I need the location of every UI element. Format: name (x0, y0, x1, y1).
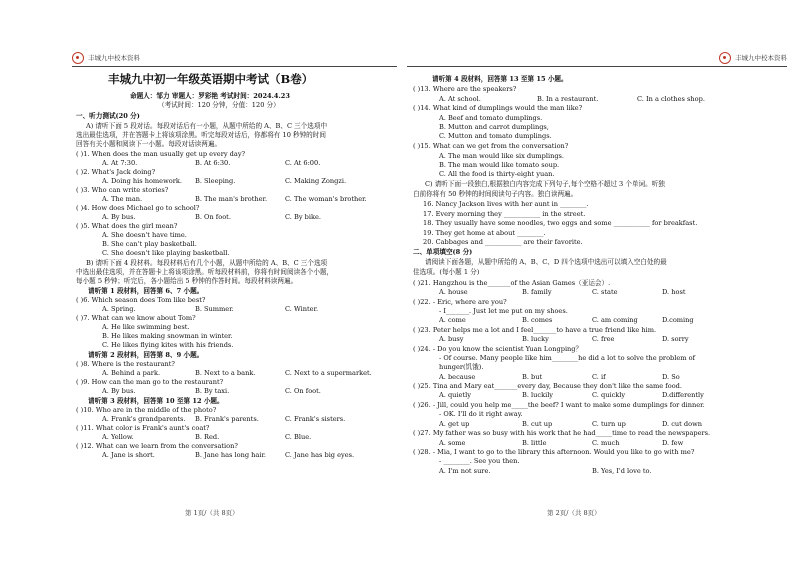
option: B. Summer. (195, 305, 234, 313)
page-header (719, 52, 794, 66)
fill-blank-item: 20. Cabbages and ___________ are their favorite. (423, 238, 583, 246)
question: ( )3. Who can write stories? (76, 186, 169, 194)
option: B. lucky (522, 335, 549, 343)
school-logo-icon (72, 52, 84, 64)
option: A. Doing his homework. (102, 177, 182, 185)
option: C. much (592, 439, 620, 447)
header-text: 丰城九中校本资料 (88, 54, 140, 62)
option: D.differently (662, 391, 704, 399)
option: C. Next to a supermarket. (285, 369, 372, 377)
option: C. Mutton and tomato dumplings. (439, 132, 552, 140)
option: D. cut down (662, 420, 703, 428)
question: ( )24. - Do you know the scientist Yuan Longping？ (413, 345, 583, 353)
option: B. comes (522, 316, 553, 324)
option: C. free (592, 335, 615, 343)
right-page (397, 0, 794, 561)
instruction-line: A) 请听下面 5 段对话。每段对话后有一小题，从题中所给的 A、B、C 三个选项中 (86, 122, 328, 130)
option: A. some (439, 439, 466, 447)
question: ( )5. What does the girl mean? (76, 222, 178, 230)
exam-meta-2: （考试时间：120 分钟，分值：120 分） (158, 101, 280, 109)
question-line: - Of course. Many people like him________he did a lot to solve the problem of (439, 354, 696, 362)
option: B. Jane has long hair. (195, 451, 266, 459)
option: C. All the food is thirty-eight yuan. (439, 170, 555, 178)
question: ( )12. What can we learn from the conversation? (76, 442, 238, 450)
option: A. By bus. (102, 213, 136, 221)
option: C. By bike. (285, 213, 321, 221)
option: C. Making Zongzi. (285, 177, 347, 185)
option: A. Spring. (102, 305, 136, 313)
instruction-line: B) 请听下面 4 段材料。每段材料后有几个小题，从题中所给的 A、B、C 三个选项 (86, 259, 328, 267)
question-line: hunger(饥饿). (439, 363, 484, 371)
instruction-line: 白前你将有 50 秒钟的时间阅读句子内容。独白读两遍。 (413, 190, 578, 198)
question: ( )10. Who are in the middle of the photo? (76, 406, 217, 414)
option: B. Mutton and carrot dumplings, (439, 123, 549, 131)
question: ( )15. What can we get from the conversation? (413, 142, 569, 150)
instruction-line: 每小题 5 秒钟；听完后，各小题给出 5 秒钟的作答时间。每段材料读两遍。 (76, 277, 298, 285)
exam-title: 丰城九中初一年级英语期中考试（B卷） (108, 72, 314, 86)
option: C. In a clothes shop. (637, 95, 705, 103)
option: A. At 7:30. (102, 159, 138, 167)
material-heading: 请听第 2 段材料，回答第 8、9 小题。 (88, 351, 204, 359)
question-line: - I_______. Just let me put on my shoes. (439, 307, 568, 315)
option: C. turn up (592, 420, 626, 428)
option: B. She can't play basketball. (102, 240, 197, 248)
question: ( )7. What can we know about Tom? (76, 314, 196, 322)
option: C. He likes flying kites with his friends. (102, 341, 234, 349)
fill-blank-item: 16. Nancy Jackson lives with her aunt in ________. (423, 200, 589, 208)
option: C. At 6:00. (285, 159, 321, 167)
material-heading: 请听第 4 段材料，回答第 13 至第 15 小题。 (432, 75, 568, 83)
material-heading: 请听第 3 段材料，回答第 10 至第 12 小题。 (88, 397, 224, 405)
option: C. Frank's sisters. (285, 415, 346, 423)
question: ( )11. What color is Frank's aunt's coat? (76, 424, 210, 432)
option: B. Frank's parents. (195, 415, 259, 423)
option: B. Sleeping. (195, 177, 236, 185)
option: A. The man would like six dumplings. (439, 152, 565, 160)
option: B. Red. (195, 433, 220, 441)
option: B. but (522, 373, 543, 381)
option: A. Beef and tomato dumplings. (439, 114, 543, 122)
instruction-line: C) 请听下面一段独白,根据独白内容完成下列句子,每个空格不超过 3 个单词。听独 (425, 180, 665, 188)
instruction-line: 中选出最佳选项，并在答题卡上将该项涂黑。听每段材料前，你将有时间阅读各个小题， (76, 268, 334, 276)
question: ( )26. - Jill, could you help me_____the beef? I want to make some dumplings for dinner. (413, 401, 705, 409)
option: C. Jane has big eyes. (285, 451, 355, 459)
option: B. The man's brother. (195, 195, 268, 203)
section-heading: 一、听力测试(20 分) (76, 112, 140, 120)
option: D. sorry (662, 335, 689, 343)
option: B. Yes, I'd love to. (592, 467, 652, 475)
option: A. busy (439, 335, 464, 343)
option: A. Yellow. (102, 433, 134, 441)
option: B. cut up (522, 420, 553, 428)
option: C. am coming (592, 316, 638, 324)
option: A. The man. (102, 195, 143, 203)
option: A. At school. (439, 95, 481, 103)
option: D. host (662, 288, 686, 296)
question: ( )27. My father was so busy with his work that he had_____time to read the newspapers. (413, 429, 711, 437)
question: ( )2. What's Jack doing? (76, 168, 156, 176)
option: A. because (439, 373, 476, 381)
school-logo-icon (719, 52, 731, 64)
option: B. He likes making snowman in winter. (102, 332, 233, 340)
section-heading: 二、单项填空(8 分) (413, 248, 473, 256)
option: B. Next to a bank. (195, 369, 256, 377)
option: C. if (592, 373, 606, 381)
option: B. In a restaurant. (537, 95, 599, 103)
header-text: 丰城九中校本资料 (735, 54, 787, 62)
question-line: - ________. See you then. (439, 457, 520, 465)
option: B. family (522, 288, 552, 296)
page-header (72, 52, 397, 66)
instruction-line: 请阅读下面各题，从题中所给的 A、B、C、D 四个选项中选出可以填入空白处的最 (425, 258, 667, 266)
question: ( )4. How does Michael go to school? (76, 204, 200, 212)
option: A. By bus. (102, 387, 136, 395)
option: C. state (592, 288, 618, 296)
option: A. Behind a park. (102, 369, 161, 377)
question: ( )6. Which season does Tom like best? (76, 296, 206, 304)
option: C. She doesn't like playing basketball. (102, 249, 230, 257)
option: B. At 6:30. (195, 159, 231, 167)
option: C. Winter. (285, 305, 319, 313)
option: A. Jane is short. (102, 451, 155, 459)
option: D.coming (662, 316, 694, 324)
page-footer: 第 2页/（共 8页） (547, 509, 601, 517)
instruction-line: 佳选项。(每小题 1 分) (413, 268, 480, 276)
option: B. little (522, 439, 547, 447)
option: B. On foot. (195, 213, 231, 221)
fill-blank-item: 18. They usually have some noodles, two eggs and some ___________ for breakfast. (423, 219, 698, 227)
question: ( )21. Hangzhou is the_______of the Asian Games（亚运会）. (413, 279, 611, 287)
fill-blank-item: 19. They get home at about ________. (423, 229, 546, 237)
header-divider (72, 66, 397, 67)
option: D. So (662, 373, 680, 381)
option: A. He like swimming best. (102, 323, 190, 331)
question-line: - OK. I'll do it right away. (439, 410, 523, 418)
fill-blank-item: 17. Every morning they ___________ in the street. (423, 210, 586, 218)
option: A. She doesn't have time. (102, 231, 187, 239)
option: A. quietly (439, 391, 471, 399)
option: A. get up (439, 420, 470, 428)
page-footer: 第 1页/（共 8页） (185, 509, 239, 517)
question: ( )28. - Mia, I want to go to the library this afternoon. Would you like to go with me? (413, 448, 695, 456)
question: ( )23. Peter helps me a lot and I feel_______to have a true friend like him. (413, 326, 657, 334)
option: A. house (439, 288, 468, 296)
option: A. Frank's grandparents. (102, 415, 186, 423)
option: C. Blue. (285, 433, 312, 441)
question: ( )8. Where is the restaurant? (76, 360, 175, 368)
question: ( )9. How can the man go to the restaurant? (76, 378, 224, 386)
question: ( )13. Where are the speakers? (413, 85, 517, 93)
question: ( )22. - Eric, where are you? (413, 298, 507, 306)
instruction-line: 选出最佳选项，并在答题卡上将该项涂黑。听完每段对话后，你都将有 10 秒钟的时间 (76, 131, 326, 139)
option: B. The man would like tomato soup. (439, 161, 560, 169)
question: ( )14. What kind of dumplings would the man like? (413, 104, 583, 112)
option: D. few (662, 439, 684, 447)
option: A. come (439, 316, 466, 324)
exam-meta: 命题人：邹力 审题人：罗彩艳 考试时间：2024.4.23 (130, 92, 290, 100)
option: C. On foot. (285, 387, 321, 395)
material-heading: 请听第 1 段材料，回答第 6、7 小题。 (88, 287, 204, 295)
option: A. I'm not sure. (439, 467, 491, 475)
option: B. luckily (522, 391, 554, 399)
option: B. By taxi. (195, 387, 230, 395)
instruction-line: 回答有关小题和阅读下一小题。每段对话读两遍。 (76, 140, 222, 148)
header-divider (407, 66, 787, 67)
question: ( )25. Tina and Mary eat_______every day, Because they don't like the same food. (413, 382, 682, 390)
question: ( )1. When does the man usually get up every day? (76, 150, 246, 158)
option: C. quickly (592, 391, 626, 399)
option: C. The woman's brother. (285, 195, 367, 203)
